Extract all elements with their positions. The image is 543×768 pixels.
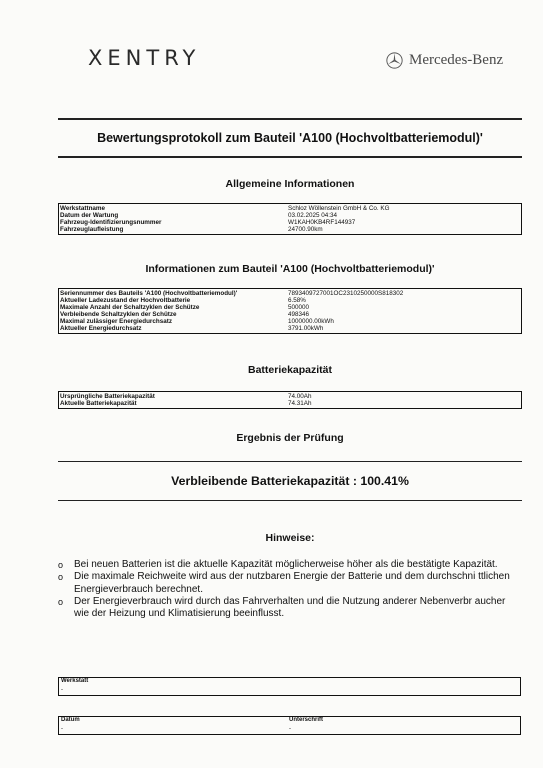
row-label: Aktueller Energiedurchsatz [60, 325, 142, 332]
row-label: Aktuelle Batteriekapazität [60, 400, 137, 407]
row-value: W1KAH0KB4RF144937 [288, 219, 356, 226]
row-label: Verbleibende Schaltzyklen der Schütze [60, 311, 177, 318]
result-text: Verbleibende Batteriekapazität : 100.41% [58, 461, 522, 501]
row-label: Maximal zulässiger Energiedurchsatz [60, 318, 172, 325]
notes-heading: Hinweise: [265, 532, 315, 544]
list-item [58, 596, 514, 621]
row-label: Fahrzeuglaufleistung [60, 226, 124, 233]
note-text: Der Energieverbrauch wird durch das Fahrverhalten und die Nutzung anderer Nebenverbr aucher wie der Heizung und Klimatisierung beeinflusst. [74, 595, 506, 620]
date-signature-box [58, 716, 521, 735]
row-value: Schloz Wöllenstein GmbH & Co. KG [288, 205, 390, 212]
capacity-table [58, 391, 522, 409]
list-item [58, 559, 514, 571]
row-label: Ursprüngliche Batteriekapazität [60, 393, 155, 400]
title-rule-top [58, 118, 522, 120]
date-label: Datum [61, 717, 80, 723]
general-info-heading: Allgemeine Informationen [225, 178, 355, 190]
signature-value: - [289, 726, 291, 732]
bullet-icon: o [58, 596, 64, 607]
component-info-heading: Informationen zum Bauteil 'A100 (Hochvoltbatteriemodul)' [145, 263, 435, 275]
row-value: 74.31Ah [288, 400, 312, 407]
list-item [58, 571, 514, 596]
component-info-table [58, 288, 522, 334]
table-row [60, 400, 521, 407]
row-label: Werkstattname [60, 205, 106, 212]
table-row [60, 393, 521, 400]
note-text: Bei neuen Batterien ist die aktuelle Kapazität möglicherweise höher als die bestätigte Kapazität. [74, 559, 498, 570]
row-value: 7893409727001OC2310250000S818302 [288, 290, 404, 297]
note-text: Die maximale Reichweite wird aus der nutzbaren Energie der Batterie und dem durchschni ttlichen Energieverbrauch berechnet. [74, 571, 510, 595]
title-rule-bottom [58, 156, 522, 158]
row-value: 6.58% [288, 297, 306, 304]
mercedes-benz-logo [386, 52, 503, 69]
mercedes-star-icon [386, 52, 403, 69]
page-title: Bewertungsprotokoll zum Bauteil 'A100 (Hochvoltbatteriemodul)' [97, 131, 483, 145]
table-row [60, 290, 521, 297]
row-label: Maximale Anzahl der Schaltzyklen der Schütze [60, 304, 200, 311]
workshop-label: Werkstatt [61, 678, 89, 684]
notes-list [58, 559, 514, 620]
xentry-logo: XENTRY [88, 46, 201, 70]
row-value: 03.02.2025 04:34 [288, 212, 338, 219]
table-row [60, 304, 521, 311]
workshop-box [58, 677, 521, 696]
table-row [60, 212, 521, 219]
row-value: 24700.90km [288, 226, 323, 233]
row-value: 74.00Ah [288, 393, 312, 400]
row-value: 498346 [288, 311, 310, 318]
row-label: Seriennummer des Bauteils 'A100 (Hochvoltbatteriemodul)' [60, 290, 238, 297]
table-row [60, 297, 521, 304]
row-value: 3791.00kWh [288, 325, 324, 332]
workshop-value: - [61, 687, 63, 693]
table-row [60, 205, 521, 212]
signature-label: Unterschrift [289, 717, 324, 723]
bullet-icon: o [58, 560, 64, 570]
mercedes-benz-wordmark: Mercedes-Benz [409, 52, 504, 68]
row-label: Datum der Wartung [60, 212, 119, 219]
capacity-heading: Batteriekapazität [247, 364, 333, 376]
date-value: - [61, 726, 63, 732]
bullet-icon: o [58, 572, 64, 583]
general-info-table [58, 203, 522, 235]
row-label: Fahrzeug-Identifizierungsnummer [60, 219, 162, 226]
row-label: Aktueller Ladezustand der Hochvoltbatterie [60, 297, 191, 304]
table-row [60, 318, 521, 325]
row-value: 1000000.00kWh [288, 318, 334, 325]
table-row [60, 325, 521, 332]
table-row [60, 311, 521, 318]
table-row [60, 226, 521, 233]
table-row [60, 219, 521, 226]
result-heading: Ergebnis der Prüfung [236, 432, 344, 444]
row-value: 500000 [288, 304, 310, 311]
